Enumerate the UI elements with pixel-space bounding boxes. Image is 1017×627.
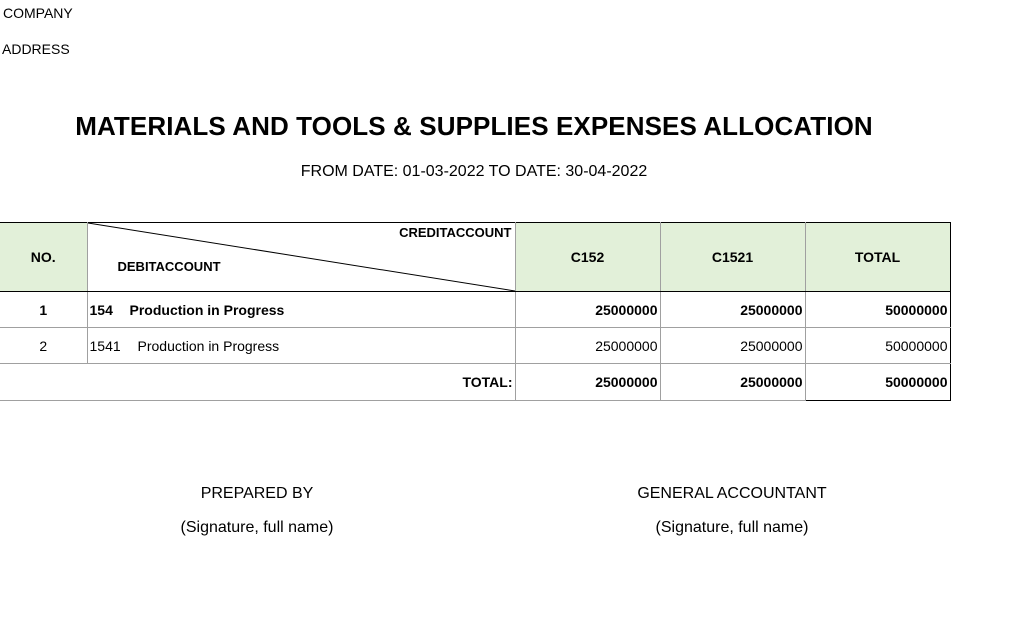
totals-total: 50000000 [805, 364, 950, 401]
table-row [0, 328, 950, 364]
row-account-name: Production in Progress [137, 337, 280, 354]
row-c152: 25000000 [515, 292, 660, 328]
table-totals-row [0, 364, 950, 401]
header-account-split [87, 223, 515, 292]
row-account-code: 154 [89, 301, 113, 318]
row-c152: 25000000 [515, 328, 660, 364]
row-account-code: 1541 [89, 337, 121, 354]
header-c1521: C1521 [660, 223, 805, 292]
general-accountant-signature-hint: (Signature, full name) [655, 519, 809, 536]
totals-label: TOTAL: [0, 364, 515, 401]
header-c152: C152 [515, 223, 660, 292]
row-account [87, 328, 515, 364]
totals-c1521: 25000000 [660, 364, 805, 401]
header-total: TOTAL [805, 223, 950, 292]
allocation-table [0, 222, 951, 401]
row-total: 50000000 [805, 328, 950, 364]
row-no: 2 [0, 328, 87, 364]
row-account [87, 292, 515, 328]
header-debit-account: DEBITACCOUNT [117, 259, 221, 274]
table-header-row [0, 223, 950, 292]
totals-c152: 25000000 [515, 364, 660, 401]
header-credit-account: CREDITACCOUNT [399, 225, 512, 240]
row-c1521: 25000000 [660, 292, 805, 328]
prepared-by-block [127, 485, 387, 537]
prepared-by-label: PREPARED BY [200, 485, 314, 502]
table-row [0, 292, 950, 328]
row-account-name: Production in Progress [129, 301, 285, 318]
row-total: 50000000 [805, 292, 950, 328]
company-address: ADDRESS [2, 41, 70, 57]
header-no: NO. [0, 223, 87, 292]
prepared-by-signature-hint: (Signature, full name) [180, 519, 334, 536]
report-title: MATERIALS AND TOOLS & SUPPLIES EXPENSES ALLOCATION [75, 111, 873, 141]
general-accountant-label: GENERAL ACCOUNTANT [637, 485, 827, 502]
row-c1521: 25000000 [660, 328, 805, 364]
report-date-range: FROM DATE: 01-03-2022 TO DATE: 30-04-2022 [300, 163, 648, 180]
company-name: COMPANY [3, 5, 73, 21]
general-accountant-block [582, 485, 882, 537]
row-no: 1 [0, 292, 87, 328]
